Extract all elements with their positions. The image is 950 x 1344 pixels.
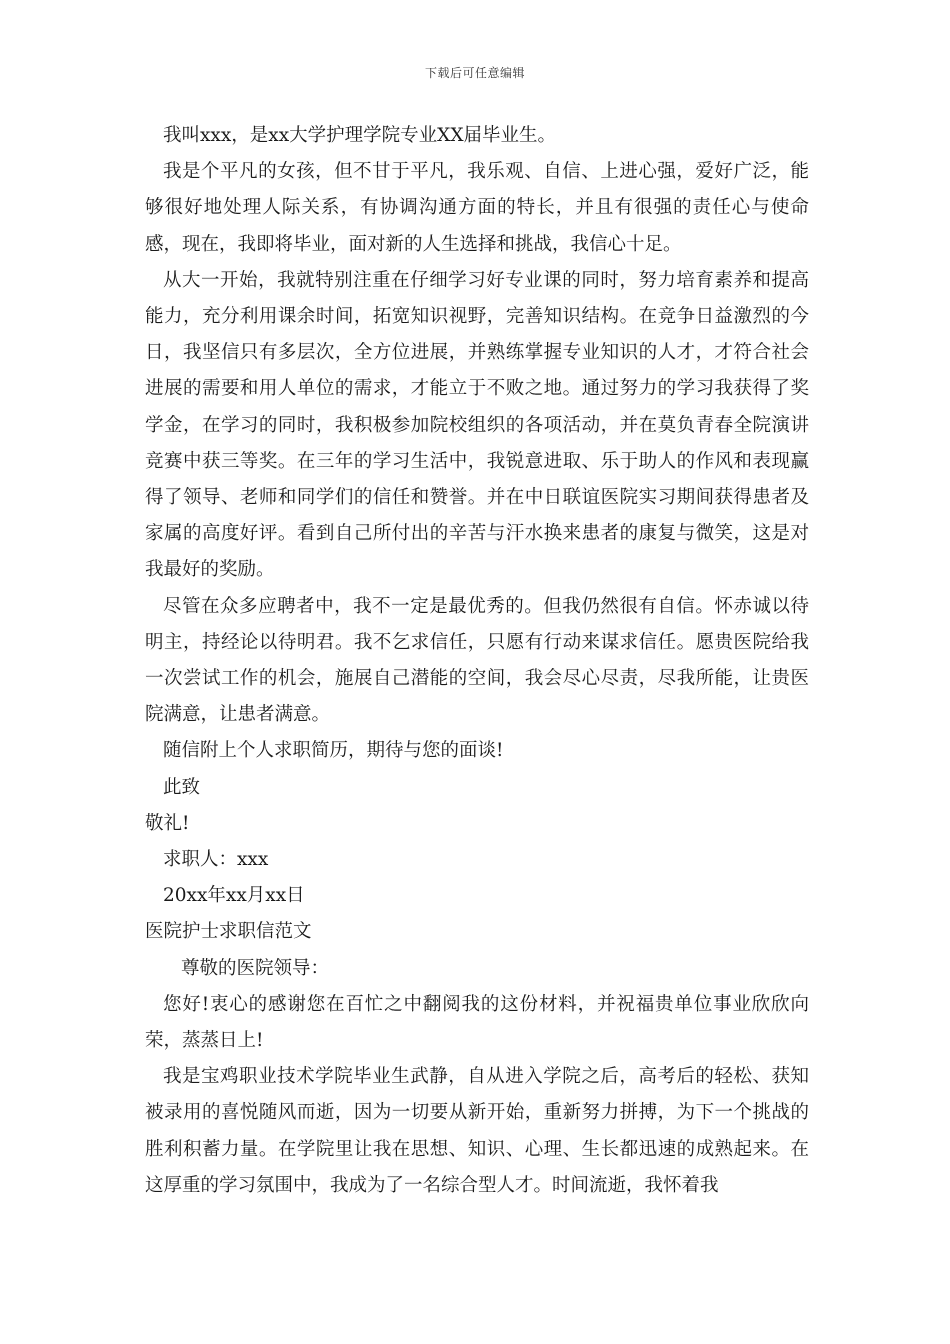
letter1-intro: 我叫xxx，是xx大学护理学院专业XX届毕业生。 bbox=[163, 125, 557, 146]
letter1-date: 20xx年xx月xx日 bbox=[163, 885, 305, 907]
document-body bbox=[145, 118, 809, 1204]
letter1-paragraph-3: 尽管在众多应聘者中，我不一定是最优秀的。但我仍然很有自信。怀赤诚以待明主，持经论以待明君。我不乞求信任，只愿有行动来谋求信任。愿贵医院给我一次尝试工作的机会，施展自己潜能的空间，我会尽心尽责，尽我所能，让贵医院满意，让患者满意。 bbox=[145, 595, 809, 726]
letter1-paragraph-1: 我是个平凡的女孩，但不甘于平凡，我乐观、自信、上进心强，爱好广泛，能够很好地处理人际关系，有协调沟通方面的特长，并且有很强的责任心与使命感，现在，我即将毕业，面对新的人生选择和挑战，我信心十足。 bbox=[145, 161, 809, 255]
letter2-salutation: 尊敬的医院领导： bbox=[181, 957, 330, 979]
letter1-closing-1: 此致 bbox=[163, 776, 201, 798]
letter1-paragraph-4: 随信附上个人求职简历，期待与您的面谈! bbox=[163, 740, 504, 762]
letter1-signer: 求职人：xxx bbox=[163, 849, 269, 871]
letter2-paragraph-2: 我是宝鸡职业技术学院毕业生武静，自从进入学院之后，高考后的轻松、获知被录用的喜悦随风而逝，因为一切要从新开始，重新努力拼搏，为下一个挑战的胜利积蓄力量。在学院里让我在思想、知识、心理、生长都迅速的成熟起来。在这厚重的学习氛围中，我成为了一名综合型人才。时间流逝，我怀着我 bbox=[145, 1066, 809, 1196]
letter2-paragraph-1: 您好!衷心的感谢您在百忙之中翻阅我的这份材料，并祝福贵单位事业欣欣向荣，蒸蒸日上! bbox=[145, 993, 809, 1052]
letter1-paragraph-2: 从大一开始，我就特别注重在仔细学习好专业课的同时，努力培育素养和提高能力，充分利用课余时间，拓宽知识视野，完善知识结构。在竞争日益激烈的今日，我坚信只有多层次，全方位进展，并熟练掌握专业知识的人才，才符合社会进展的需要和用人单位的需求，才能立于不败之地。通过努力的学习我获得了奖学金，在学习的同时，我积极参加院校组织的各项活动，并在莫负青春全院演讲竞赛中获三等奖。在三年的学习生活中，我锐意进取、乐于助人的作风和表现赢得了领导、老师和同学们的信任和赞誉。并在中日联谊医院实习期间获得患者及家属的高度好评。看到自己所付出的辛苦与汗水换来患者的康复与微笑，这是对我最好的奖励。 bbox=[145, 269, 809, 581]
page-header: 下载后可任意编辑 bbox=[424, 66, 525, 80]
letter1-closing-2: 敬礼! bbox=[145, 812, 190, 834]
letter2-title: 医院护士求职信范文 bbox=[145, 921, 312, 943]
